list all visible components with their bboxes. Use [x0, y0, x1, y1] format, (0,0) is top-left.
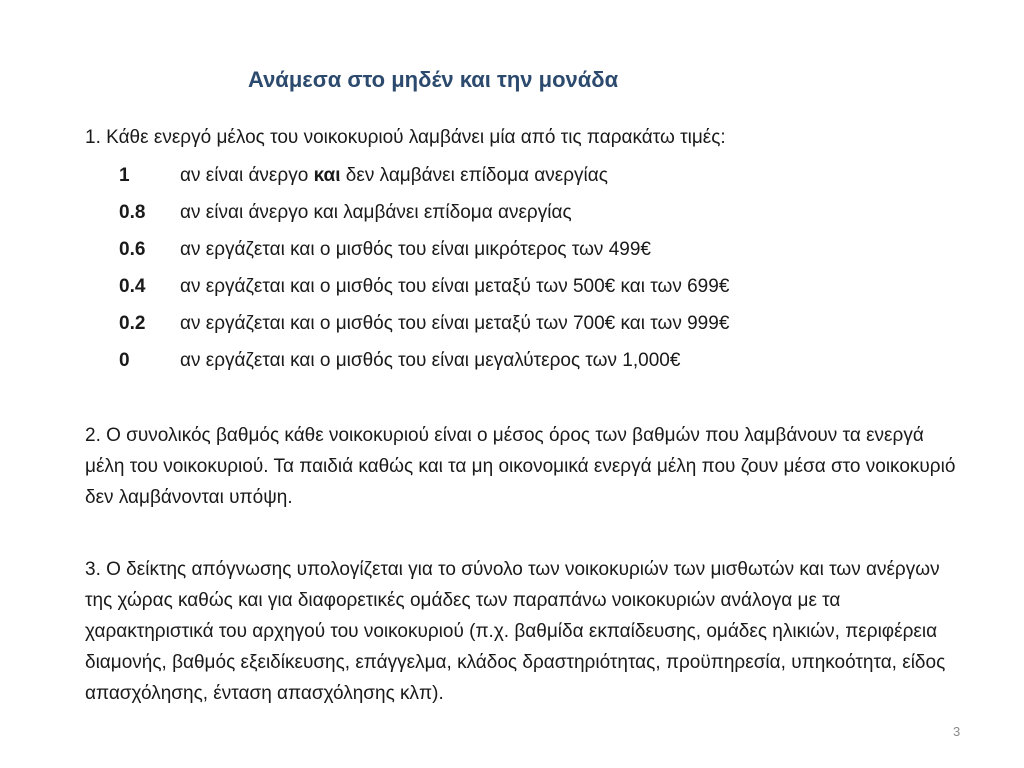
value-number: 0.6: [119, 239, 146, 260]
intro-text: 1. Κάθε ενεργό μέλος του νοικοκυριού λαμβάνει μία από τις παρακάτω τιμές:: [85, 127, 726, 148]
paragraph-scoring: 2. Ο συνολικός βαθμός κάθε νοικοκυριού είναι ο μέσος όρος των βαθμών που λαμβάνουν τα ενεργά μέλη του νοικοκυριού. Τα παιδιά καθώς και τα μη οικονομικά ενεργά μέλη που ζουν μέσα στο νοικοκυριό δεν λαμβάνονται υπόψη.: [85, 425, 956, 508]
value-description: αν εργάζεται και ο μισθός του είναι μεταξύ των 500€ και των 699€: [180, 276, 730, 297]
value-number: 0.8: [119, 202, 146, 223]
value-description: αν είναι άνεργο και λαμβάνει επίδομα ανεργίας: [180, 202, 572, 223]
slide-number: 3: [953, 724, 961, 739]
emphasis-text: και: [313, 165, 341, 186]
value-description: αν εργάζεται και ο μισθός του είναι μεταξύ των 700€ και των 999€: [180, 313, 730, 334]
value-number: 1: [119, 165, 130, 186]
value-description: αν είναι άνεργο και δεν λαμβάνει επίδομα ανεργίας: [180, 165, 608, 186]
value-number: 0.4: [119, 276, 146, 297]
slide-title: Ανάμεσα στο μηδέν και την μονάδα: [248, 67, 619, 92]
value-description: αν εργάζεται και ο μισθός του είναι μεγαλύτερος των 1,000€: [180, 350, 681, 371]
value-number: 0: [119, 350, 130, 371]
value-number: 0.2: [119, 313, 146, 334]
paragraph-index: 3. Ο δείκτης απόγνωσης υπολογίζεται για το σύνολο των νοικοκυριών των μισθωτών και των ανέργων της χώρας καθώς και για διαφορετικές ομάδες των παραπάνω νοικοκυριών ανάλογα με τα χαρακτηριστικά του αρχηγού του νοικοκυριού (π.χ. βαθμίδα εκπαίδευσης, ομάδες ηλικιών, περιφέρεια διαμονής, βαθμός εξειδίκευσης, επάγγελμα, κλάδος δραστηριότητας, προϋπηρεσία, υπηκοότητα, είδος απασχόλησης, ένταση απασχόλησης κλπ).: [85, 559, 946, 704]
value-description: αν εργάζεται και ο μισθός του είναι μικρότερος των 499€: [180, 239, 651, 260]
